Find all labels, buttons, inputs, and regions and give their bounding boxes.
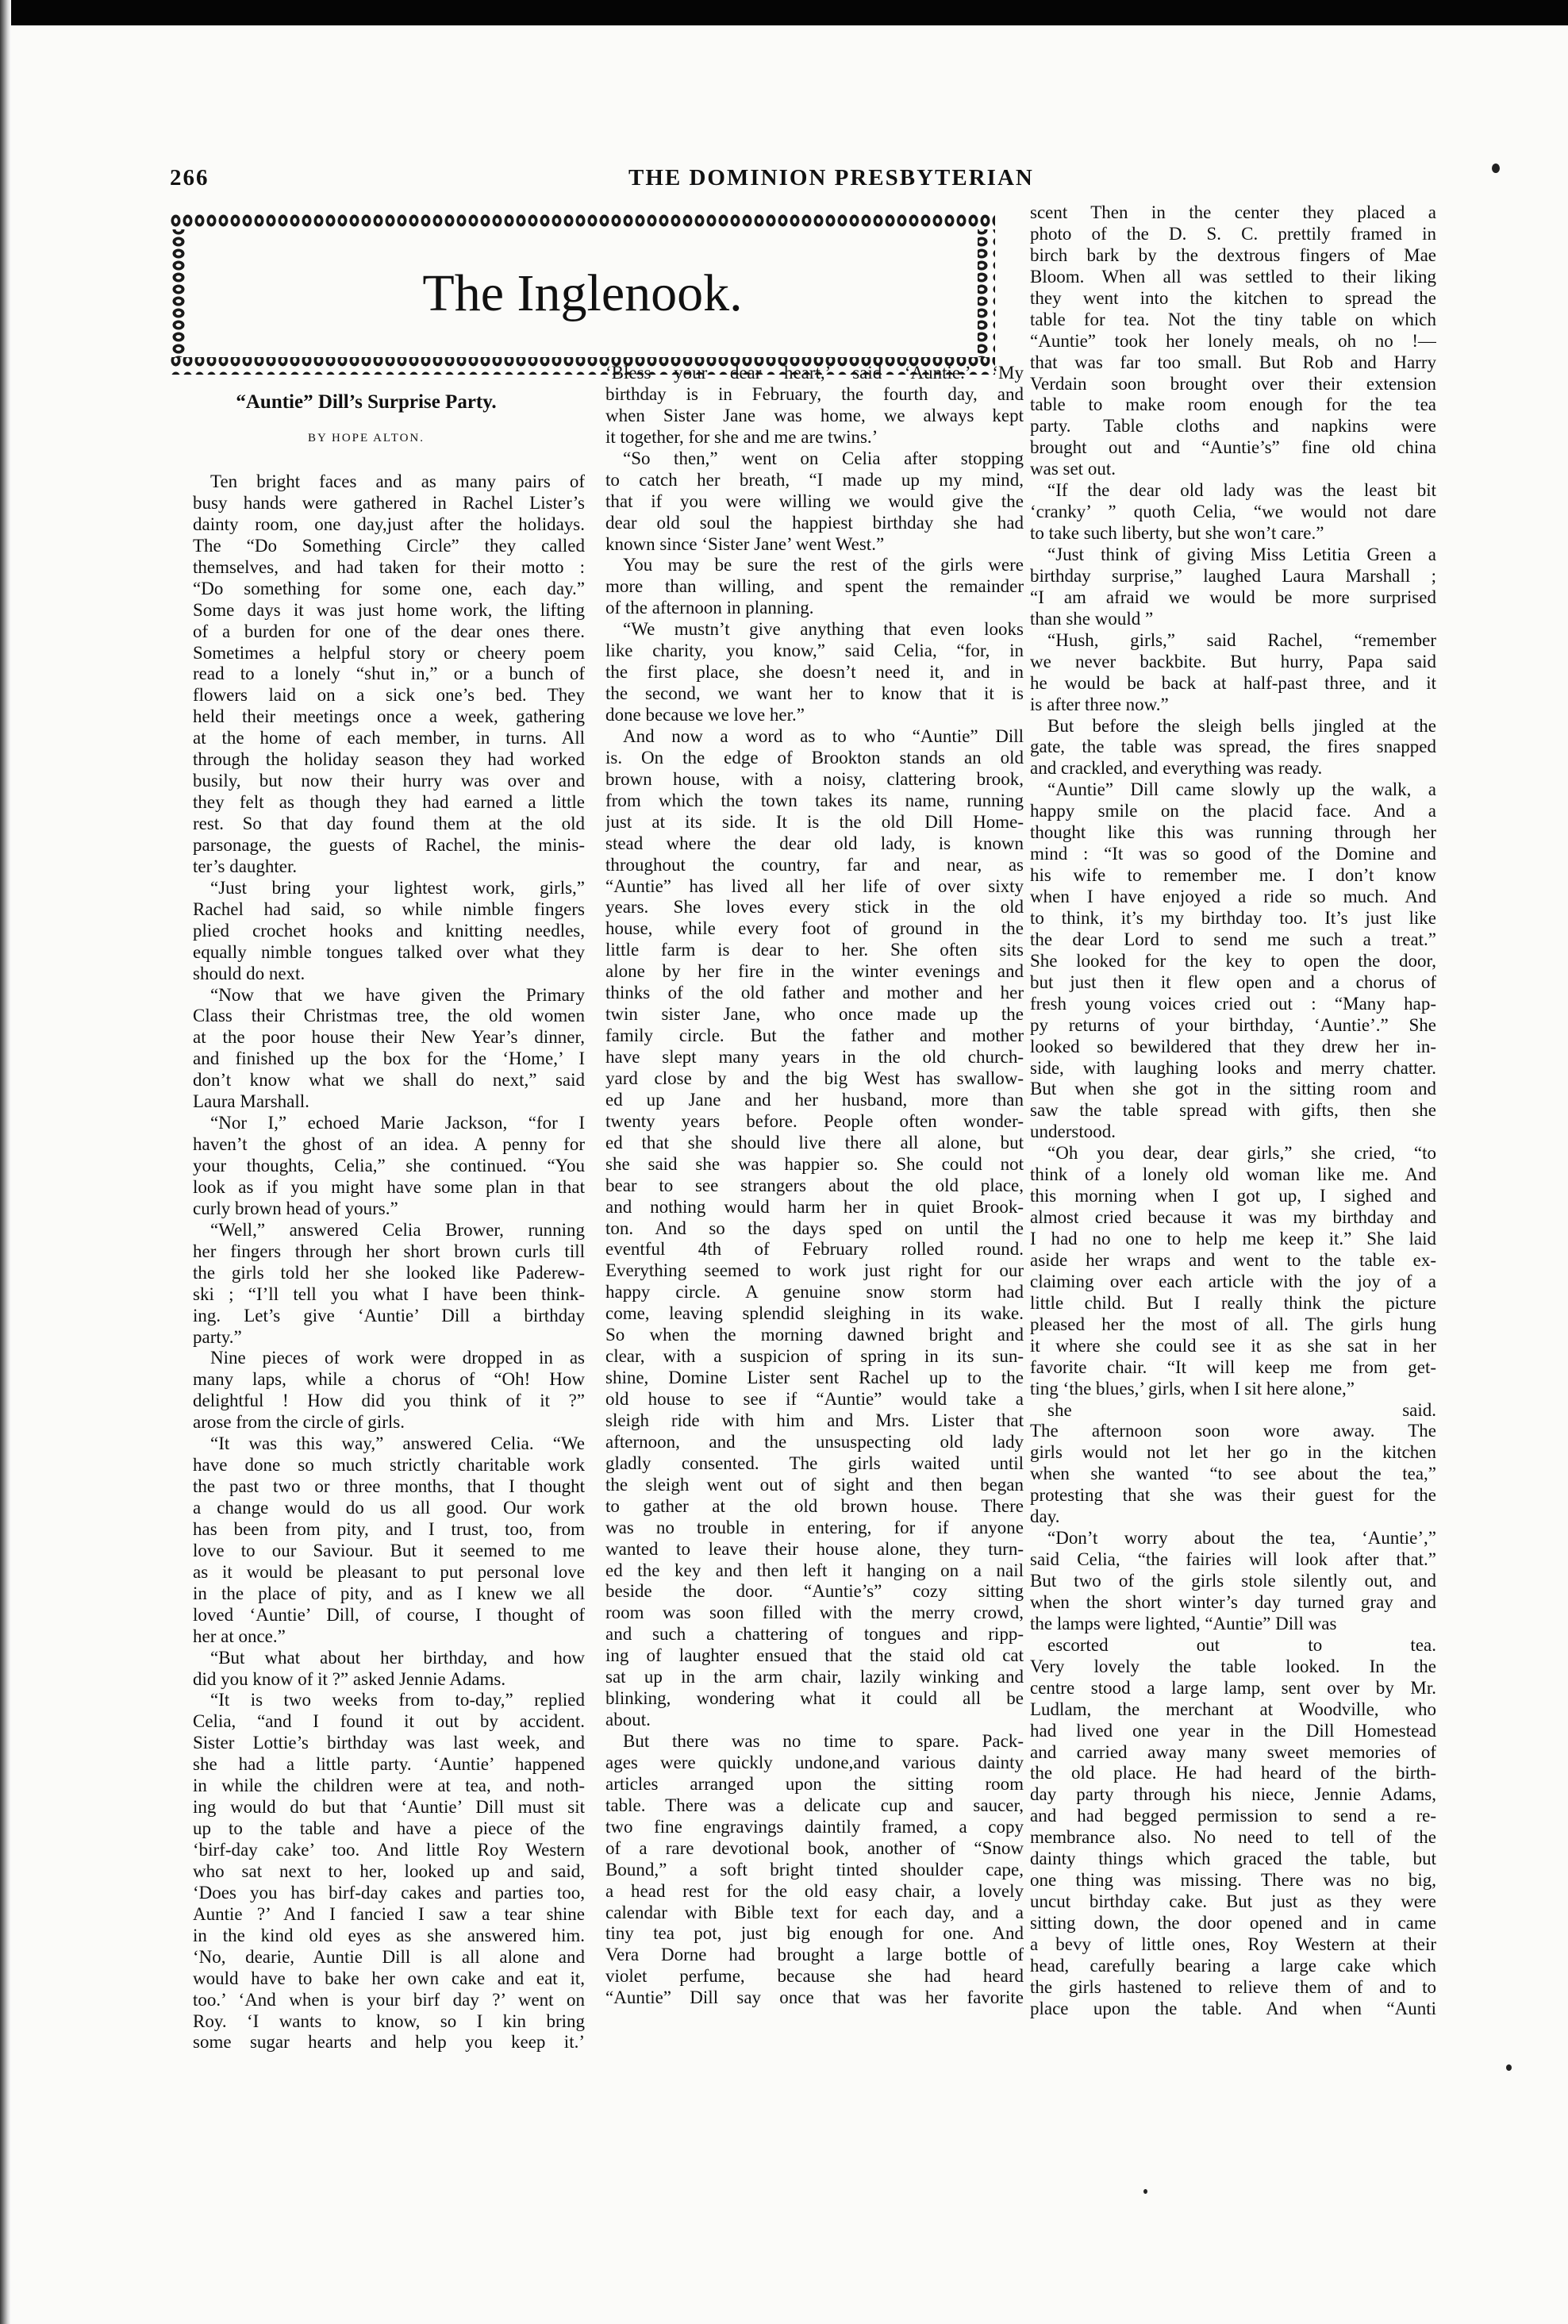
text-line: protesting that she was their guest for the bbox=[1030, 1485, 1436, 1506]
text-line: she said. bbox=[1047, 1399, 1436, 1420]
text-line: the lamps were lighted, “Auntie” Dill was bbox=[1030, 1613, 1337, 1633]
text-line: ing of laughter ensued that the staid old cat bbox=[605, 1645, 1024, 1666]
text-line: Ludlam, the merchant at Woodville, who bbox=[1030, 1699, 1436, 1719]
text-line: like charity, you know,” said Celia, “for, in bbox=[605, 641, 1024, 661]
text-line: the first place, she doesn’t need it, and in bbox=[605, 662, 1024, 683]
text-line: ed the key and then left it hanging on a nail bbox=[605, 1560, 1024, 1580]
text-line: as it would be pleasant to put personal love bbox=[193, 1561, 585, 1582]
text-line: from which the town takes its name, running bbox=[605, 790, 1024, 810]
text-line: when Sister Jane was home, we always kept bbox=[605, 405, 1024, 425]
text-line: So when the morning dawned bright and bbox=[605, 1325, 1024, 1345]
text-line: think of a lonely old woman like me. And bbox=[1030, 1164, 1436, 1185]
text-line: this morning when I got up, I sighed and bbox=[1030, 1186, 1436, 1206]
text-line: ed up Jane and her husband, more than bbox=[605, 1089, 1024, 1110]
text-line: love to our Saviour. But it seemed to me bbox=[193, 1540, 585, 1560]
text-line: the girls hastened to relieve them of and to bbox=[1030, 1976, 1436, 1997]
text-line: she said she was happier so. She could not bbox=[605, 1153, 1024, 1174]
text-line: eventful 4th of February rolled round. bbox=[605, 1239, 1024, 1260]
text-line: is after three now.” bbox=[1030, 694, 1169, 714]
text-line: the second, we want her to know that it is bbox=[605, 683, 1024, 704]
text-line: was no trouble in entering, for if anyone bbox=[605, 1517, 1024, 1537]
text-line: uncut birthday cake. But just as they were bbox=[1030, 1891, 1436, 1912]
text-line: in the place of pity, and as I knew we all bbox=[193, 1583, 585, 1603]
text-line: to gather at the old brown house. There bbox=[605, 1495, 1024, 1516]
text-line: “I am afraid we would be more surprised bbox=[1030, 587, 1436, 607]
text-line: articles arranged upon the sitting room bbox=[605, 1773, 1024, 1794]
text-line: delightful ! How did you think of it ?” bbox=[193, 1391, 585, 1411]
text-line: to take such liberty, but she won’t care.” bbox=[1030, 523, 1324, 544]
text-line: held their meetings once a week, gathering bbox=[193, 706, 585, 727]
page-number: 266 bbox=[170, 165, 209, 190]
scan-left-edge bbox=[0, 0, 11, 2324]
text-line: “Auntie” Dill came slowly up the walk, a bbox=[1047, 779, 1436, 800]
text-line: table for tea. Not the tiny table on which bbox=[1030, 309, 1436, 329]
text-line: look as if you might have some plan in that bbox=[193, 1176, 585, 1197]
text-line: violet perfume, because she had heard bbox=[605, 1966, 1024, 1987]
text-line: party. Table cloths and napkins were bbox=[1030, 416, 1436, 437]
running-head: THE DOMINION PRESBYTERIAN bbox=[628, 165, 1034, 190]
text-line: “So then,” went on Celia after stopping bbox=[623, 448, 1024, 468]
text-line: saw the table spread with gifts, then she bbox=[1030, 1100, 1436, 1121]
text-line: read to a lonely “shut in,” or a bunch of bbox=[193, 664, 585, 684]
text-line: ting ‘the blues,’ girls, when I sit here alone,” bbox=[1030, 1378, 1355, 1399]
text-line: equally nimble tongues talked over what they bbox=[193, 941, 585, 962]
text-line: sleigh ride with him and Mrs. Lister that bbox=[605, 1410, 1024, 1430]
text-column-1 bbox=[193, 471, 585, 2053]
text-line: fresh young voices cried out : “Many hap- bbox=[1030, 993, 1436, 1014]
text-line: brought out and “Auntie’s” fine old china bbox=[1030, 437, 1436, 458]
text-line: But when she got in the sitting room and bbox=[1030, 1079, 1436, 1099]
text-line: birthday surprise,” laughed Laura Marshall ; bbox=[1030, 565, 1436, 586]
text-line: Verdain soon brought over their extension bbox=[1030, 373, 1436, 394]
text-line: who sat next to her, looked up and said, bbox=[193, 1860, 585, 1881]
text-line: Nine pieces of work were dropped in as bbox=[210, 1348, 585, 1368]
text-line: gate, the table was spread, the fires snapped bbox=[1030, 737, 1436, 757]
text-line: would have to bake her own cake and eat it, bbox=[193, 1968, 585, 1988]
section-title-frame bbox=[170, 212, 995, 375]
text-line: blinking, wondering what it could all be bbox=[605, 1688, 1024, 1709]
text-line: Bound,” a soft bright tinted shoulder cape, bbox=[605, 1859, 1024, 1880]
text-line: almost cried because it was my birthday and bbox=[1030, 1207, 1436, 1228]
text-line: gladly consented. The girls waited until bbox=[605, 1452, 1024, 1473]
text-line: loved ‘Auntie’ Dill, of course, I thought of bbox=[193, 1604, 585, 1625]
text-line: your thoughts, Celia,” she continued. “You bbox=[193, 1156, 585, 1175]
text-line: birthday is in February, the fourth day, and bbox=[605, 383, 1024, 404]
text-line: mind : “It was so good of the Domine and bbox=[1030, 844, 1436, 864]
text-line: ed that she should live there all alone, but bbox=[605, 1132, 1024, 1152]
text-line: the old place. He had heard of the birth- bbox=[1030, 1763, 1436, 1783]
text-line: a change would do us all good. Our work bbox=[193, 1498, 585, 1518]
text-line: themselves, and had taken for their motto : bbox=[193, 556, 585, 577]
text-line: her fingers through her short brown curls till bbox=[193, 1241, 585, 1261]
text-line: too.’ ‘And when is your birf day ?’ went on bbox=[193, 1989, 585, 2010]
text-line: ‘Bless your dear heart,’ said ‘Auntie.’ ‘My bbox=[605, 363, 1024, 383]
text-line: membrance also. No need to tell of the bbox=[1030, 1827, 1436, 1848]
text-line: the dear Lord to send me such a treat.” bbox=[1030, 929, 1436, 949]
text-line: dear old soul the happiest birthday she had bbox=[605, 512, 1024, 533]
text-line: day party through his niece, Jennie Adams, bbox=[1030, 1784, 1436, 1805]
text-line: table to make room enough for the tea bbox=[1030, 394, 1436, 415]
text-line: little farm is dear to her. She often sits bbox=[605, 940, 1024, 960]
text-line: clear, with a suspicion of spring in its sun- bbox=[605, 1346, 1024, 1367]
text-line: “Just think of giving Miss Letitia Green a bbox=[1047, 544, 1436, 564]
text-line: “It is two weeks from to-day,” replied bbox=[210, 1690, 585, 1710]
text-line: day. bbox=[1030, 1506, 1060, 1527]
text-line: Class their Christmas tree, the old women bbox=[193, 1006, 585, 1026]
text-line: dainty room, one day,just after the holidays. bbox=[193, 514, 585, 534]
text-line: shine, Domine Lister sent Rachel up to the bbox=[605, 1368, 1024, 1388]
text-line: But two of the girls stole silently out, and bbox=[1030, 1571, 1436, 1591]
text-line: calendar with Bible text for each day, and a bbox=[605, 1902, 1024, 1922]
text-line: and finished up the box for the ‘Home,’ I bbox=[193, 1048, 585, 1069]
text-line: escorted out to tea. bbox=[1047, 1634, 1436, 1655]
text-line: did you know of it ?” asked Jennie Adams. bbox=[193, 1668, 506, 1689]
text-line: in the kind old eyes as she answered him. bbox=[193, 1925, 585, 1945]
text-line: has been from pity, and I trust, too, from bbox=[193, 1518, 585, 1539]
story-title: “Auntie” Dill’s Surprise Party. bbox=[236, 391, 497, 413]
text-line: said Celia, “the fairies will look after that.” bbox=[1030, 1549, 1436, 1570]
text-line: And now a word as to who “Auntie” Dill bbox=[623, 725, 1024, 746]
text-line: stead where the dear old lady, is known bbox=[605, 833, 1024, 853]
text-line: Bloom. When all was settled to their liking bbox=[1030, 266, 1436, 287]
text-line: birch bark by the dextrous fingers of Mae bbox=[1030, 244, 1436, 265]
section-title: The Inglenook. bbox=[422, 264, 743, 322]
text-line: wanted to leave their house alone, they turn- bbox=[605, 1538, 1024, 1559]
text-line: ing. Let’s give ‘Auntie’ Dill a birthday bbox=[193, 1305, 585, 1326]
text-line: many laps, while a chorus of “Oh! How bbox=[193, 1369, 585, 1390]
text-line: years. She loves every stick in the old bbox=[605, 897, 1024, 918]
text-line: a bevy of little ones, Roy Western at their bbox=[1030, 1933, 1436, 1954]
text-line: to catch her breath, “I made up my mind, bbox=[605, 469, 1024, 490]
text-line: the sleigh went out of sight and then began bbox=[605, 1474, 1024, 1495]
scan-speck bbox=[1506, 2064, 1512, 2071]
text-line: in while the children were at tea, and noth- bbox=[193, 1776, 585, 1796]
text-line: room was soon filled with the merry crowd, bbox=[605, 1603, 1024, 1623]
text-line: ‘cranky’ ” quoth Celia, “we would not dare bbox=[1030, 502, 1436, 522]
text-line: twin sister Jane, who once made up the bbox=[605, 1004, 1024, 1025]
text-line: little child. But I really think the picture bbox=[1030, 1292, 1436, 1313]
text-line: ter’s daughter. bbox=[193, 856, 298, 876]
text-line: Some days it was just home work, the lifting bbox=[193, 599, 585, 620]
text-line: rest. So that day found them at the old bbox=[193, 814, 585, 833]
text-line: of the afternoon in planning. bbox=[605, 598, 814, 618]
text-line: bear to see strangers about the old place, bbox=[605, 1175, 1024, 1195]
text-line: busily, but now their hurry was over and bbox=[193, 771, 585, 791]
text-line: afternoon, and the unsuspecting old lady bbox=[605, 1431, 1024, 1452]
text-line: ages were quickly undone,and various dainty bbox=[605, 1752, 1024, 1772]
text-line: he would be back at half-past three, and it bbox=[1030, 672, 1436, 693]
text-line: “Well,” answered Celia Brower, running bbox=[210, 1219, 585, 1240]
text-line: She looked for the key to open the door, bbox=[1030, 950, 1436, 971]
text-line: and such a chattering of tongues and ripp- bbox=[605, 1624, 1024, 1645]
text-line: one thing was missing. There was no big, bbox=[1030, 1870, 1436, 1891]
text-line: “It was this way,” answered Celia. “We bbox=[210, 1433, 585, 1454]
text-line: through the holiday season they had worked bbox=[193, 749, 585, 770]
text-line: Auntie ?’ And I fancied I saw a tear shine bbox=[193, 1903, 585, 1924]
text-line: just at its side. It is the old Dill Home- bbox=[605, 811, 1024, 832]
text-line: sat up in the arm chair, lazily winking and bbox=[605, 1667, 1024, 1687]
text-line: and nothing would harm her in quiet Brook- bbox=[605, 1196, 1024, 1217]
text-line: and carried away many sweet memories of bbox=[1030, 1741, 1436, 1762]
text-line: at the poor house their New Year’s dinner, bbox=[193, 1027, 585, 1048]
text-line: haven’t the ghost of an idea. A penny for bbox=[193, 1134, 585, 1155]
story-byline: BY HOPE ALTON. bbox=[307, 432, 425, 444]
text-line: busy hands were gathered in Rachel Lister’s bbox=[193, 492, 585, 513]
text-line: is. On the edge of Brookton stands an old bbox=[605, 747, 1024, 768]
text-line: ing would do but that ‘Auntie’ Dill must sit bbox=[193, 1797, 585, 1818]
text-line: “Just bring your lightest work, girls,” bbox=[210, 877, 585, 898]
scan-speck bbox=[1492, 164, 1500, 173]
text-line: Everything seemed to work just right for our bbox=[605, 1260, 1024, 1281]
text-line: the girls told her she looked like Paderew- bbox=[193, 1262, 585, 1283]
text-line: family circle. But the father and mother bbox=[605, 1025, 1024, 1046]
text-line: favorite chair. “It will keep me from get- bbox=[1030, 1356, 1436, 1377]
text-line: girls would not let her go in the kitchen bbox=[1030, 1442, 1436, 1463]
text-line: that was far too small. But Rob and Harry bbox=[1030, 352, 1436, 372]
text-line: head, carefully bearing a large cake which bbox=[1030, 1955, 1436, 1976]
text-line: throughout the country, far and near, as bbox=[605, 854, 1024, 875]
text-line: aside her wraps and went to the table ex- bbox=[1030, 1249, 1436, 1270]
text-line: happy smile on the placid face. And a bbox=[1030, 801, 1436, 821]
text-line: ‘Does you has birf-day cakes and parties too, bbox=[193, 1882, 585, 1903]
text-line: table. There was a delicate cup and saucer, bbox=[605, 1795, 1024, 1815]
text-line: The “Do Something Circle” they called bbox=[193, 535, 585, 556]
text-line: flowers laid on a sick one’s bed. They bbox=[193, 685, 585, 706]
text-line: arose from the circle of girls. bbox=[193, 1412, 405, 1433]
text-line: of a burden for one of the dear ones there. bbox=[193, 621, 585, 641]
text-line: a head rest for the old easy chair, a lovely bbox=[605, 1880, 1024, 1901]
text-line: had lived one year in the Dill Homestead bbox=[1030, 1720, 1436, 1741]
text-line: “We mustn’t give anything that even looks bbox=[623, 619, 1024, 640]
text-line: Sister Lottie’s birthday was last week, and bbox=[193, 1733, 585, 1753]
text-line: house, while every foot of ground in the bbox=[605, 918, 1024, 939]
text-line: up to the table and have a piece of the bbox=[193, 1818, 585, 1839]
text-line: Laura Marshall. bbox=[193, 1091, 309, 1112]
text-line: the past two or three months, that I thought bbox=[193, 1476, 585, 1497]
text-line: ton. And so the days sped on until the bbox=[605, 1218, 1024, 1238]
text-line: party.” bbox=[193, 1326, 242, 1347]
text-line: her at once.” bbox=[193, 1626, 286, 1646]
text-line: about. bbox=[605, 1710, 651, 1730]
text-line: have done so much strictly charitable work bbox=[193, 1455, 585, 1476]
text-line: I had no one to help me keep it.” She laid bbox=[1030, 1229, 1436, 1249]
scan-top-border bbox=[0, 0, 1568, 25]
text-line: to think, it’s my birthday too. It’s just like bbox=[1030, 907, 1436, 928]
text-line: Ten bright faces and as many pairs of bbox=[210, 471, 585, 491]
text-line: dainty things which graced the table, but bbox=[1030, 1849, 1436, 1869]
text-line: “Hush, girls,” said Rachel, “remember bbox=[1047, 629, 1436, 650]
text-line: Roy. ‘I wants to know, so I kin bring bbox=[193, 2010, 585, 2031]
text-line: “Oh you dear, dear girls,” she cried, “to bbox=[1047, 1143, 1436, 1164]
text-line: happy circle. A genuine snow storm had bbox=[605, 1282, 1024, 1302]
text-line: have slept many years in the old church- bbox=[605, 1047, 1024, 1067]
text-line: But before the sleigh bells jingled at the bbox=[1047, 715, 1436, 736]
text-line: ‘birf-day cake’ too. And little Roy Western bbox=[193, 1840, 585, 1860]
text-line: sitting down, the door opened and in came bbox=[1030, 1913, 1436, 1933]
text-line: known since ‘Sister Jane’ went West.” bbox=[605, 533, 885, 554]
text-line: “If the dear old lady was the least bit bbox=[1047, 480, 1436, 501]
text-line: Vera Dorne had brought a large bottle of bbox=[605, 1945, 1024, 1965]
text-line: “Auntie” Dill say once that was her favorite bbox=[605, 1987, 1024, 2008]
text-line: twenty years before. People often wonder- bbox=[605, 1110, 1024, 1131]
text-line: more than willing, and spent the remainder bbox=[605, 576, 1024, 597]
text-line: beside the door. “Auntie’s” cozy sitting bbox=[605, 1581, 1024, 1602]
text-line: of a rare devotional book, another of “Snow bbox=[605, 1837, 1024, 1858]
text-line: alone by her fire in the winter evenings and bbox=[605, 961, 1024, 982]
text-line: that if you were willing we would give the bbox=[605, 491, 1024, 511]
text-line: his wife to remember me. I don’t know bbox=[1030, 865, 1436, 886]
text-line: “Nor I,” echoed Marie Jackson, “for I bbox=[210, 1113, 585, 1133]
text-line: But there was no time to spare. Pack- bbox=[623, 1731, 1024, 1751]
text-line: when she wanted “to see about the tea,” bbox=[1030, 1464, 1436, 1484]
text-line: ‘No, dearie, Auntie Dill is all alone and bbox=[193, 1946, 585, 1967]
text-line: two fine engravings daintily framed, a copy bbox=[605, 1816, 1024, 1837]
text-line: when the short winter’s day turned gray and bbox=[1030, 1591, 1436, 1612]
text-line: plied crochet hooks and knitting needles, bbox=[193, 920, 585, 941]
text-column-2 bbox=[605, 363, 1024, 2009]
text-line: they felt as though they had earned a little bbox=[193, 792, 585, 813]
text-line: claiming over each article with the joy of a bbox=[1030, 1271, 1436, 1291]
text-line: they went into the kitchen to spread the bbox=[1030, 287, 1436, 308]
text-line: pleased her the most of all. The girls hung bbox=[1030, 1314, 1436, 1334]
text-line: ski ; “I’ll tell you what I have been think- bbox=[193, 1283, 585, 1304]
text-line: Rachel had said, so while nimble fingers bbox=[193, 898, 585, 919]
text-line: Very lovely the table looked. In the bbox=[1030, 1656, 1436, 1676]
text-line: looked so bewildered that they drew her in- bbox=[1030, 1036, 1436, 1056]
text-line: when I have enjoyed a ride so much. And bbox=[1030, 887, 1436, 906]
text-line: done because we love her.” bbox=[605, 705, 805, 725]
text-line: “But what about her birthday, and how bbox=[210, 1647, 585, 1668]
text-line: The afternoon soon wore away. The bbox=[1030, 1421, 1436, 1441]
text-line: You may be sure the rest of the girls were bbox=[623, 555, 1024, 575]
text-line: was set out. bbox=[1030, 459, 1116, 479]
text-line: side, with laughing looks and merry chatter. bbox=[1030, 1057, 1436, 1078]
text-line: curly brown head of yours.” bbox=[193, 1198, 398, 1218]
text-line: but just then it flew open and a chorus of bbox=[1030, 972, 1436, 992]
text-line: brown house, with a noisy, clattering brook, bbox=[605, 768, 1024, 789]
text-line: place upon the table. And when “Aunti bbox=[1030, 1998, 1436, 2018]
text-line: photo of the D. S. C. prettily framed in bbox=[1030, 223, 1436, 244]
text-line: some sugar hearts and help you keep it.’ bbox=[193, 2032, 585, 2053]
text-line: tiny tea pot, just big enough for one. And bbox=[605, 1923, 1024, 1944]
text-line: thinks of the old father and mother and her bbox=[605, 983, 1024, 1003]
text-line: understood. bbox=[1030, 1122, 1116, 1142]
text-line: Sometimes a helpful story or cheery poem bbox=[193, 642, 585, 663]
text-line: and crackled, and everything was ready. bbox=[1030, 758, 1323, 779]
text-line: scent Then in the center they placed a bbox=[1030, 202, 1436, 222]
text-line: parsonage, the guests of Rachel, the minis- bbox=[193, 834, 585, 855]
text-line: “Auntie” took her lonely meals, oh no !— bbox=[1030, 330, 1436, 351]
text-line: and had begged permission to send a re- bbox=[1030, 1806, 1436, 1826]
text-line: come, leaving splendid sleighing in its wake. bbox=[605, 1303, 1024, 1324]
text-line: “Now that we have given the Primary bbox=[210, 984, 585, 1005]
text-line: it where she could see it as she sat in her bbox=[1030, 1335, 1436, 1356]
text-line: thought like this was running through her bbox=[1030, 822, 1436, 843]
scan-speck bbox=[1143, 2189, 1147, 2194]
text-line: yard close by and the big West has swallow- bbox=[605, 1068, 1024, 1088]
text-line: than she would ” bbox=[1030, 608, 1154, 629]
text-line: “Do something for some one, each day.” bbox=[193, 578, 585, 598]
text-line: “Don’t worry about the tea, ‘Auntie’,” bbox=[1047, 1528, 1436, 1549]
text-line: “Auntie” has lived all her life of over sixty bbox=[605, 875, 1024, 896]
text-column-3 bbox=[1030, 202, 1436, 2020]
text-line: Celia, “and I found it out by accident. bbox=[193, 1711, 585, 1732]
text-line: old house to see if “Auntie” would take a bbox=[605, 1389, 1024, 1409]
text-line: don’t know what we shall do next,” said bbox=[193, 1070, 585, 1091]
text-line: we never backbite. But hurry, Papa said bbox=[1030, 651, 1436, 671]
text-line: at the home of each member, in turns. All bbox=[193, 728, 585, 748]
text-line: she had a little party. ‘Auntie’ happened bbox=[193, 1754, 585, 1775]
text-line: py returns of your birthday, ‘Auntie’.” She bbox=[1030, 1014, 1436, 1035]
text-line: should do next. bbox=[193, 963, 306, 983]
text-line: it together, for she and me are twins.’ bbox=[605, 426, 878, 447]
text-line: centre stood a large lamp, sent over by Mr. bbox=[1030, 1677, 1436, 1698]
